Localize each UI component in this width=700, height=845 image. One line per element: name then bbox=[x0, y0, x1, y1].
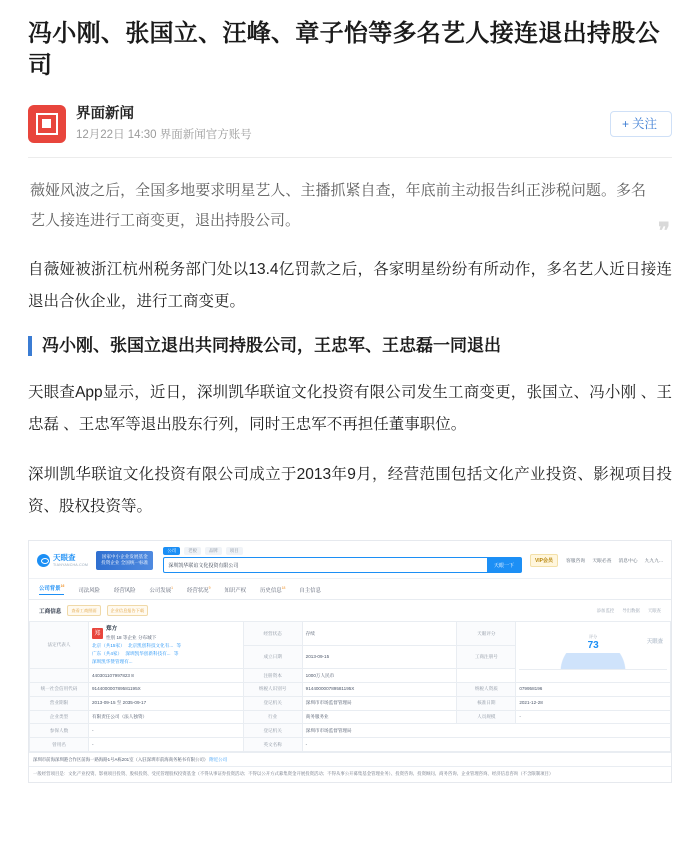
legal-rep-name-row bbox=[92, 625, 240, 642]
nav-badge-0: 16 bbox=[60, 584, 65, 589]
search-input[interactable]: 深圳凯华联谊文化投资有限公司 bbox=[168, 562, 239, 569]
paragraph-1: 自薇娅被浙江杭州税务部门处以13.4亿罚款之后，各家明星纷纷有所动作，多名艺人近日接连退出合伙企业，进行工商变更。 bbox=[28, 260, 672, 310]
follow-button[interactable] bbox=[610, 111, 672, 138]
value-usci: 914400000789581195X bbox=[89, 682, 244, 696]
value-capital: 1000万人民币 bbox=[302, 669, 457, 683]
search-bar[interactable] bbox=[163, 557, 522, 573]
subheading-text: 冯小刚、张国立退出共同持股公司，王忠军、王忠磊一同退出 bbox=[42, 336, 501, 356]
value-registry-2: 深圳市市场监督管理局 bbox=[302, 724, 670, 738]
source-meta-row bbox=[28, 105, 672, 143]
logo-subtitle: TIANYANCHA.COM bbox=[53, 562, 89, 567]
value-reg-number: 440301107997823 8 bbox=[89, 669, 244, 683]
label-capital: 注册资本 bbox=[243, 669, 302, 683]
nav-item-5[interactable] bbox=[224, 586, 246, 594]
source-timestamp: 12月22日 14:30 界面新闻官方账号 bbox=[76, 128, 252, 141]
promo-line-1: 国家中小企业发展基金 bbox=[101, 553, 148, 559]
header-divider bbox=[28, 157, 672, 158]
label-insured: 参保人数 bbox=[30, 724, 89, 738]
value-taxpayer-qual: 079958196 bbox=[516, 682, 671, 696]
value-insured: - bbox=[89, 724, 244, 738]
subbar-pill-1[interactable]: 企业信息报告下载 bbox=[107, 605, 149, 616]
screenshot-topbar bbox=[29, 541, 671, 579]
section-title: 工商信息 bbox=[39, 608, 62, 615]
link-5: 等 bbox=[173, 651, 179, 657]
label-taxpayer-qual: 纳税人资质 bbox=[457, 682, 516, 696]
label-term: 营业期限 bbox=[30, 696, 89, 710]
paragraph-3: 深圳凯华联谊文化投资有限公司成立于2013年9月，经营范围包括文化产业投资、影视项目投资、股权投资等。 bbox=[28, 465, 672, 515]
subbar-right-1[interactable]: 导出数据 bbox=[622, 607, 640, 613]
nav-label-6: 历史信息 bbox=[260, 587, 282, 594]
label-registry-2: 登记机关 bbox=[243, 724, 302, 738]
subheading-accent-bar bbox=[28, 336, 32, 356]
table-row bbox=[30, 724, 671, 738]
link-1[interactable]: 北京凯创科技文化有... bbox=[127, 643, 174, 649]
nav-badge-4: 9 bbox=[208, 586, 211, 591]
table-row bbox=[30, 682, 671, 696]
value-type: 有限责任公司（法人独资） bbox=[89, 710, 244, 724]
label-score: 天眼评分 bbox=[457, 622, 516, 645]
label-type: 企业类型 bbox=[30, 710, 89, 724]
value-operating-status: 存续 bbox=[302, 622, 457, 645]
link-6[interactable]: 深圳凯华赞管理有... bbox=[92, 658, 133, 664]
address-note bbox=[29, 752, 671, 766]
legal-rep-links-3 bbox=[92, 658, 240, 666]
nav-item-1[interactable] bbox=[78, 586, 100, 594]
paragraph-2: 天眼查App显示，近日，深圳凯华联谊文化投资有限公司发生工商变更，张国立、冯小刚 、王忠磊 、王忠军等退出股东行列，同时王忠军不再担任董事职位。 bbox=[28, 384, 672, 434]
vip-badge[interactable]: VIP会员 bbox=[530, 554, 558, 567]
search-button[interactable]: 天眼一下 bbox=[487, 558, 521, 572]
label-blank-1 bbox=[30, 669, 89, 683]
nav-label-5: 知识产权 bbox=[224, 587, 247, 594]
page-title: 冯小刚、张国立、汪峰、章子怡等多名艺人接连退出持股公司 bbox=[28, 20, 660, 80]
nav-item-7[interactable] bbox=[299, 586, 321, 594]
topbar-right-menu bbox=[566, 557, 663, 564]
legal-rep-tags: 性别 18 等企业 分布城下 bbox=[106, 635, 157, 641]
nav-label-2: 经营风险 bbox=[113, 587, 136, 594]
nav-item-2[interactable] bbox=[114, 586, 136, 594]
label-approval-date: 核准日期 bbox=[457, 696, 516, 710]
logo-title: 天眼查 bbox=[53, 553, 76, 563]
label-operating-status: 经营状态 bbox=[243, 622, 302, 645]
nav-label-1: 司法风险 bbox=[78, 587, 100, 594]
label-industry: 行业 bbox=[243, 710, 302, 724]
nav-label-3: 公司发展 bbox=[149, 587, 172, 594]
search-tabs bbox=[163, 547, 522, 555]
label-founded: 成立日期 bbox=[243, 645, 302, 668]
nav-badge-3: 1 bbox=[171, 586, 173, 591]
source-text bbox=[76, 105, 610, 143]
label-registry: 登记机关 bbox=[243, 696, 302, 710]
score-cell bbox=[516, 622, 671, 682]
watermark: 天眼查 bbox=[646, 639, 663, 646]
plus-icon: + bbox=[621, 116, 629, 131]
search-area bbox=[163, 547, 522, 573]
subbar-right-0[interactable]: 添加监控 bbox=[596, 607, 615, 613]
legal-rep-name[interactable]: 郑方 bbox=[106, 625, 118, 632]
link-0[interactable]: 北京（共15家） bbox=[92, 643, 125, 649]
legal-rep-links-1 bbox=[92, 642, 240, 650]
subbar-right bbox=[597, 608, 661, 614]
table-row bbox=[30, 738, 671, 752]
table-row bbox=[30, 710, 671, 724]
link-3[interactable]: 广东（共4家） bbox=[92, 651, 123, 657]
score-label: 评分 bbox=[589, 634, 598, 640]
table-row bbox=[30, 696, 671, 710]
tianyancha-logo-icon bbox=[37, 554, 88, 567]
value-english-name: - bbox=[302, 738, 670, 752]
subbar-right-2: 天眼查 bbox=[647, 607, 661, 613]
link-4[interactable]: 深圳凯华创新科技有... bbox=[125, 651, 171, 657]
value-term: 2013-09-15 至 2035-09-17 bbox=[89, 696, 244, 710]
company-info-table bbox=[29, 621, 671, 751]
value-approval-date: 2021-12-28 bbox=[516, 696, 671, 710]
quote-icon: ❞ bbox=[658, 217, 670, 243]
subheading bbox=[28, 335, 672, 357]
nav-label-7: 自主信息 bbox=[299, 587, 321, 594]
value-taxpayer-id: 914400000789581195X bbox=[302, 682, 457, 696]
value-former-name: - bbox=[89, 738, 244, 752]
label-english-name: 英文名称 bbox=[243, 738, 302, 752]
label-usci: 统一社会信用代码 bbox=[30, 682, 89, 696]
tianyancha-screenshot bbox=[28, 540, 672, 783]
nav-label-0: 公司背景 bbox=[39, 586, 61, 593]
legal-rep-cell bbox=[89, 622, 244, 669]
nearby-companies-link[interactable]: 附近公司 bbox=[209, 756, 227, 762]
label-reg-number: 工商注册号 bbox=[457, 645, 516, 668]
promo-line-2: 投资企业 全国统一标准 bbox=[101, 560, 149, 566]
summary-text: 薇娅风波之后，全国多地要求明星艺人、主播抓紧自查，年底前主动报告纠正涉税问题。多名艺人接连进行工商变更，退出持股公司。 bbox=[30, 181, 646, 229]
nav-item-4[interactable] bbox=[187, 586, 210, 594]
score-chart bbox=[519, 653, 667, 670]
subbar-pill-0[interactable]: 查看工商照面 bbox=[67, 605, 100, 616]
topbar-item-0[interactable]: 客服咨询 bbox=[566, 558, 586, 564]
nav-item-6[interactable] bbox=[260, 586, 285, 594]
row-label-legal-rep: 法定代表人 bbox=[30, 622, 89, 669]
legal-rep-links-2 bbox=[92, 650, 240, 658]
label-staff-size: 人员规模 bbox=[457, 710, 516, 724]
article-summary bbox=[28, 176, 672, 243]
search-tab-3[interactable]: 项目 bbox=[226, 547, 243, 555]
topbar-item-3[interactable]: 九九九... bbox=[644, 558, 663, 564]
avatar: 郑 bbox=[92, 628, 103, 639]
jiemian-logo-icon bbox=[28, 105, 66, 143]
source-name: 界面新闻 bbox=[76, 105, 134, 122]
value-founded: 2013-09-15 bbox=[302, 645, 457, 668]
search-tab-0[interactable]: 公司 bbox=[163, 547, 180, 555]
label-taxpayer-id: 纳税人识别号 bbox=[243, 682, 302, 696]
screenshot-nav bbox=[29, 579, 671, 600]
nav-item-0[interactable] bbox=[39, 584, 64, 595]
follow-button-label: 关注 bbox=[631, 116, 657, 131]
nav-badge-6: 18 bbox=[281, 586, 286, 591]
table-row bbox=[30, 622, 671, 645]
promo-banner bbox=[96, 551, 153, 571]
topbar-item-1[interactable]: 天眼必查 bbox=[592, 558, 612, 564]
value-registry: 深圳市市场监督管理局 bbox=[302, 696, 457, 710]
search-tab-1[interactable]: 老板 bbox=[184, 547, 201, 555]
nav-label-4: 经营状况 bbox=[186, 587, 209, 594]
value-industry: 商务服务业 bbox=[302, 710, 457, 724]
value-staff-size: - bbox=[516, 710, 671, 724]
address-text: 深圳市前海深圳港合作区前海一路海路1号A栋201室（入驻深圳市前海商务秘书有限公司） bbox=[33, 756, 209, 762]
link-2: 等 bbox=[176, 643, 182, 649]
search-tab-2[interactable]: 品牌 bbox=[205, 547, 222, 555]
topbar-item-2[interactable]: 消息中心 bbox=[618, 558, 638, 564]
nav-item-3[interactable] bbox=[150, 586, 173, 594]
label-former-name: 曾用名 bbox=[30, 738, 89, 752]
business-scope: 一般经营项目是：文化产业投资、影视项目投资、股权投资、受托管理股权投资基金（不得从事证券投资活动；不得以公开方式募集资金开展投资活动；不得从事公开募集基金管理业务）、投资咨询、投资顾问、商务咨询、企业管理咨询、经济信息咨询（不含限制项目） bbox=[29, 766, 671, 782]
score-value: 73 bbox=[587, 640, 599, 652]
screenshot-subbar bbox=[29, 600, 671, 621]
